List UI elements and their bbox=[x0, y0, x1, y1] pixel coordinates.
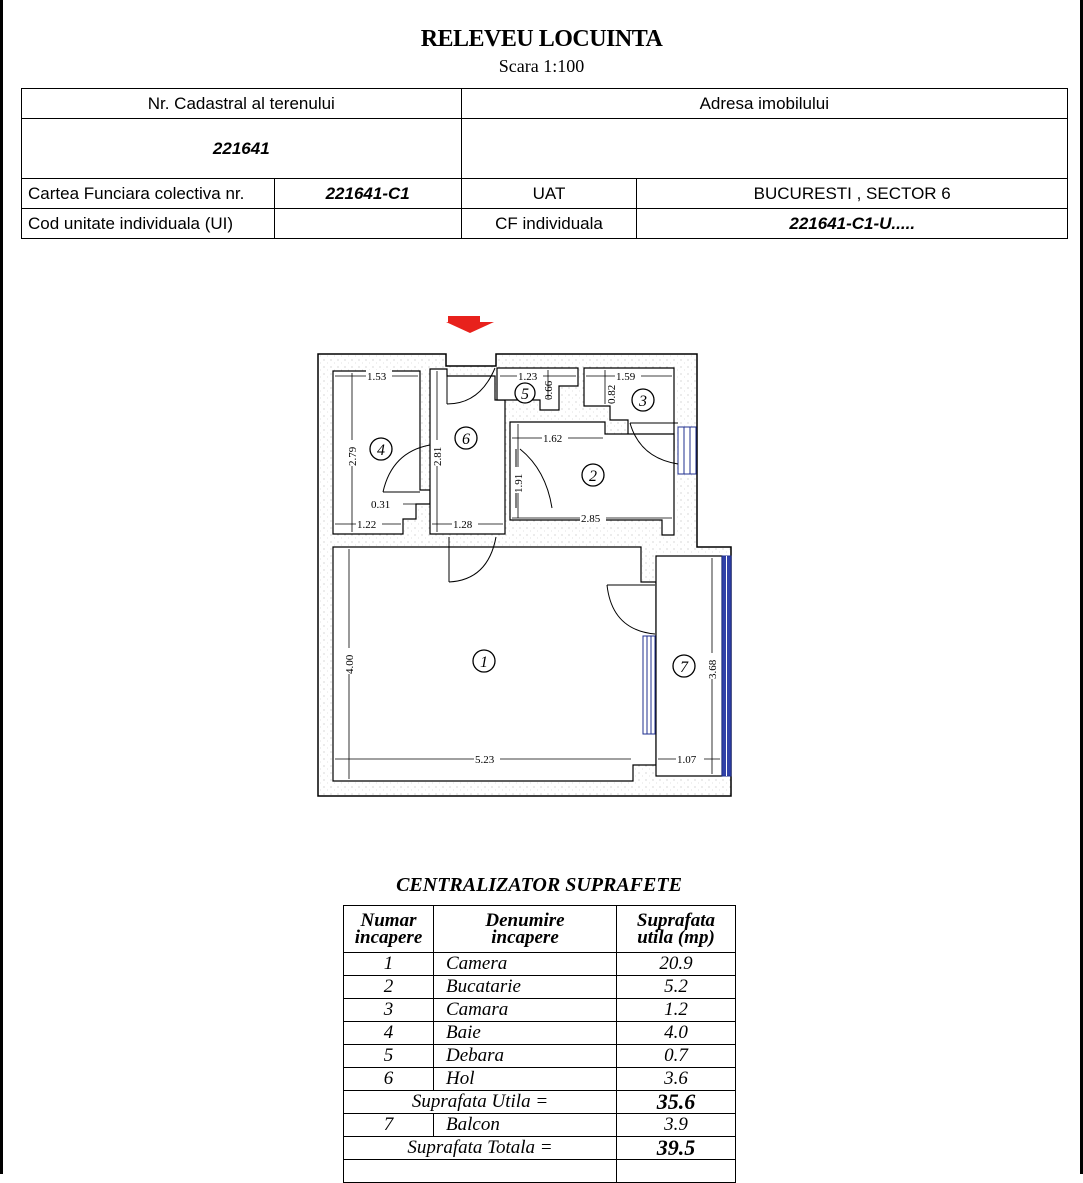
dim-1-59: 1.59 bbox=[616, 371, 636, 383]
entrance-arrow-icon bbox=[446, 316, 494, 333]
row-name: Hol bbox=[434, 1068, 617, 1091]
room-number-2: 2 bbox=[589, 468, 597, 485]
uat-value: BUCURESTI , SECTOR 6 bbox=[637, 179, 1068, 209]
summary-table bbox=[343, 905, 736, 1183]
row-name: Camera bbox=[434, 953, 617, 976]
cadastral-label: Nr. Cadastral al terenului bbox=[22, 89, 462, 119]
carte-funciara-label: Cartea Funciara colectiva nr. bbox=[22, 179, 275, 209]
row-area: 3.6 bbox=[617, 1068, 736, 1091]
dim-1-07: 1.07 bbox=[677, 754, 697, 766]
dim-3-68: 3.68 bbox=[707, 659, 719, 679]
room-number-5: 5 bbox=[521, 386, 529, 403]
summary-title: CENTRALIZATOR SUPRAFETE bbox=[396, 874, 682, 896]
balcony-name: Balcon bbox=[434, 1114, 617, 1137]
room-number-1: 1 bbox=[480, 654, 488, 671]
total-label: Suprafata Totala = bbox=[344, 1137, 617, 1160]
row-name: Bucatarie bbox=[434, 976, 617, 999]
util-total-row bbox=[344, 1091, 736, 1114]
util-label: Suprafata Utila = bbox=[344, 1091, 617, 1114]
header-area bbox=[617, 906, 736, 953]
table-row bbox=[344, 1114, 736, 1137]
header-number bbox=[344, 906, 434, 953]
dim-1-91: 1.91 bbox=[513, 473, 525, 493]
dim-2-79: 2.79 bbox=[347, 446, 359, 466]
balcony-number: 7 bbox=[344, 1114, 434, 1137]
row-number: 1 bbox=[344, 953, 434, 976]
table-row bbox=[344, 1068, 736, 1091]
carte-funciara-value: 221641-C1 bbox=[274, 179, 461, 209]
dim-1-23: 1.23 bbox=[518, 371, 538, 383]
table-row bbox=[344, 999, 736, 1022]
header-area-line1: Suprafata bbox=[636, 910, 716, 931]
balcony-area: 3.9 bbox=[617, 1114, 736, 1137]
room-number-7: 7 bbox=[680, 659, 688, 676]
table-row bbox=[344, 1045, 736, 1068]
total-value: 39.5 bbox=[617, 1137, 736, 1160]
header-number-line2: incapere bbox=[354, 927, 423, 948]
table-row bbox=[344, 953, 736, 976]
row-area: 5.2 bbox=[617, 976, 736, 999]
util-value: 35.6 bbox=[617, 1091, 736, 1114]
table-row bbox=[344, 976, 736, 999]
row-area: 0.7 bbox=[617, 1045, 736, 1068]
grand-total-row bbox=[344, 1137, 736, 1160]
header-name-line2: incapere bbox=[491, 927, 559, 948]
empty-cell bbox=[617, 1160, 736, 1183]
empty-row bbox=[344, 1160, 736, 1183]
empty-cell bbox=[344, 1160, 617, 1183]
dim-4-00: 4.00 bbox=[344, 654, 356, 674]
dim-1-53: 1.53 bbox=[367, 371, 387, 383]
cadastral-value: 221641 bbox=[22, 119, 462, 179]
row-area: 4.0 bbox=[617, 1022, 736, 1045]
dim-5-23: 5.23 bbox=[475, 754, 495, 766]
table-row bbox=[344, 1022, 736, 1045]
header-name bbox=[434, 906, 617, 953]
dim-1-28: 1.28 bbox=[453, 519, 473, 531]
room-number-4: 4 bbox=[377, 442, 385, 459]
header-area-line2: utila (mp) bbox=[637, 927, 715, 948]
row-name: Camara bbox=[434, 999, 617, 1022]
row-area: 20.9 bbox=[617, 953, 736, 976]
cf-individuala-label: CF individuala bbox=[461, 209, 637, 239]
dim-1-62: 1.62 bbox=[543, 433, 563, 445]
cf-individuala-value: 221641-C1-U..... bbox=[637, 209, 1068, 239]
row-name: Baie bbox=[434, 1022, 617, 1045]
dim-0-31: 0.31 bbox=[371, 499, 391, 511]
summary-header-row bbox=[344, 906, 736, 953]
dim-2-85: 2.85 bbox=[581, 513, 601, 525]
room-number-3: 3 bbox=[639, 393, 647, 410]
row-area: 1.2 bbox=[617, 999, 736, 1022]
uat-label: UAT bbox=[461, 179, 637, 209]
document-scale: Scara 1:100 bbox=[498, 56, 585, 76]
cod-unitate-label: Cod unitate individuala (UI) bbox=[22, 209, 275, 239]
row-number: 2 bbox=[344, 976, 434, 999]
cod-unitate-value bbox=[274, 209, 461, 239]
row-number: 3 bbox=[344, 999, 434, 1022]
dim-0-82: 0.82 bbox=[606, 384, 618, 404]
address-value bbox=[461, 119, 1067, 179]
room-number-6: 6 bbox=[462, 431, 470, 448]
header-name-line1: Denumire bbox=[485, 910, 565, 931]
dim-1-22: 1.22 bbox=[357, 519, 377, 531]
dim-2-81: 2.81 bbox=[432, 446, 444, 466]
row-number: 4 bbox=[344, 1022, 434, 1045]
row-number: 5 bbox=[344, 1045, 434, 1068]
address-label: Adresa imobilului bbox=[461, 89, 1067, 119]
row-name: Debara bbox=[434, 1045, 617, 1068]
row-number: 6 bbox=[344, 1068, 434, 1091]
floor-plan bbox=[0, 300, 1083, 810]
document-title: RELEVEU LOCUINTA bbox=[420, 26, 663, 52]
header-table bbox=[21, 88, 1068, 239]
header-number-line1: Numar bbox=[360, 910, 417, 931]
dim-0-66: 0.66 bbox=[543, 380, 555, 400]
